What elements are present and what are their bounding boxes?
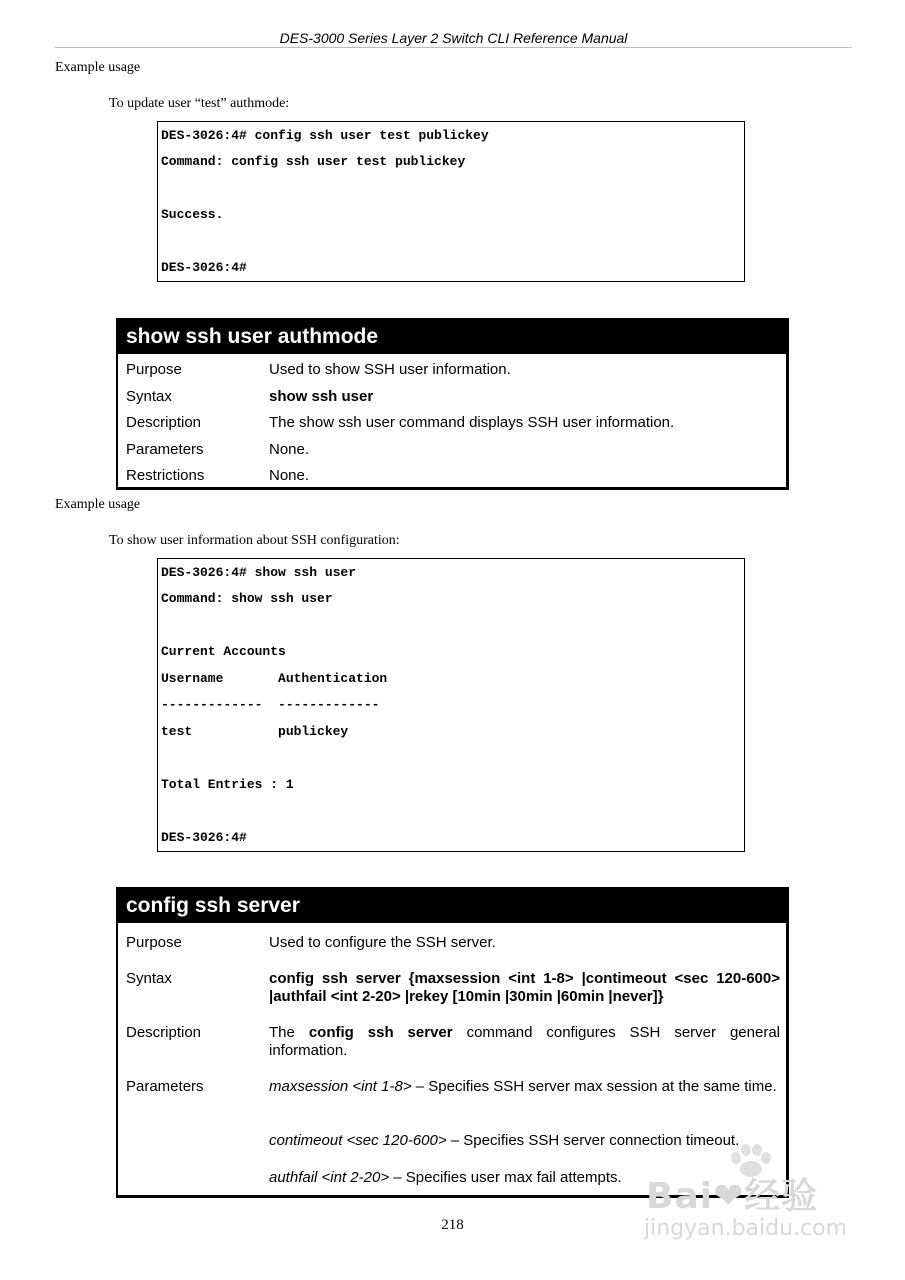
command-title: config ssh server	[118, 889, 786, 923]
param-desc: – Specifies user max fail attempts.	[393, 1169, 622, 1186]
row-value-parameters: None.	[269, 441, 310, 458]
description-text: The	[269, 1024, 295, 1041]
code-example-2	[157, 558, 745, 852]
row-label-syntax: Syntax	[126, 388, 172, 405]
watermark-logo: Bai❤经验	[646, 1176, 819, 1217]
code-line: test publickey	[161, 724, 349, 739]
code-line: Total Entries : 1	[161, 777, 294, 792]
code-line: Username Authentication	[161, 671, 388, 686]
row-label-parameters: Parameters	[126, 1078, 204, 1095]
code-line: DES-3026:4# show ssh user	[161, 565, 357, 580]
row-label-description: Description	[126, 1024, 202, 1041]
param-name: maxsession <int 1-8>	[269, 1078, 412, 1095]
baidu-watermark	[632, 1142, 882, 1252]
code-line: ------------- -------------	[161, 697, 380, 712]
param-name: contimeout <sec 120-600>	[269, 1132, 447, 1149]
row-value-purpose: Used to show SSH user information.	[269, 361, 511, 378]
row-label-syntax: Syntax	[126, 970, 172, 987]
example-usage-label-2: Example usage	[55, 497, 141, 512]
row-label-purpose: Purpose	[126, 361, 182, 378]
row-value-syntax: config ssh server {maxsession <int 1-8> |contimeout <sec 120-600> |authfail <int 2-20> |rekey [10min |30min |60min |never]}	[269, 970, 780, 1005]
command-table-show-ssh-user	[116, 318, 789, 490]
code-line: Command: config ssh user test publickey	[161, 154, 466, 169]
code-line: Current Accounts	[161, 644, 286, 659]
code-example-1	[157, 121, 745, 282]
header-rule	[55, 47, 852, 48]
row-value-description: The show ssh user command displays SSH user information.	[269, 414, 675, 431]
example-intro-2: To show user information about SSH configuration:	[109, 533, 400, 548]
watermark-url: jingyan.baidu.com	[644, 1216, 848, 1241]
row-value-restrictions: None.	[269, 467, 310, 484]
row-value-syntax: show ssh user	[269, 388, 374, 405]
description-text: command configures SSH server general information.	[269, 1024, 780, 1059]
command-title: show ssh user authmode	[118, 320, 786, 354]
page-header: DES-3000 Series Layer 2 Switch CLI Reference Manual	[279, 30, 628, 46]
param-desc: – Specifies SSH server connection timeout.	[450, 1132, 740, 1149]
param-name: authfail <int 2-20>	[269, 1169, 390, 1186]
row-label-parameters: Parameters	[126, 441, 204, 458]
code-line: DES-3026:4#	[161, 830, 247, 845]
example-usage-label-1: Example usage	[55, 60, 141, 75]
code-line: Success.	[161, 207, 224, 222]
page-number: 218	[441, 1217, 464, 1233]
row-label-restrictions: Restrictions	[126, 467, 205, 484]
row-value-purpose: Used to configure the SSH server.	[269, 934, 496, 951]
row-value-description	[269, 1024, 780, 1060]
code-line: Command: show ssh user	[161, 591, 333, 606]
param-desc: – Specifies SSH server max session at the same time.	[415, 1078, 777, 1095]
description-command: config ssh server	[308, 1024, 453, 1041]
code-line: DES-3026:4# config ssh user test publickey	[161, 128, 489, 143]
param-maxsession	[269, 1078, 780, 1096]
row-label-description: Description	[126, 414, 202, 431]
code-line: DES-3026:4#	[161, 260, 247, 275]
row-label-purpose: Purpose	[126, 934, 182, 951]
example-intro-1: To update user “test” authmode:	[109, 96, 290, 111]
